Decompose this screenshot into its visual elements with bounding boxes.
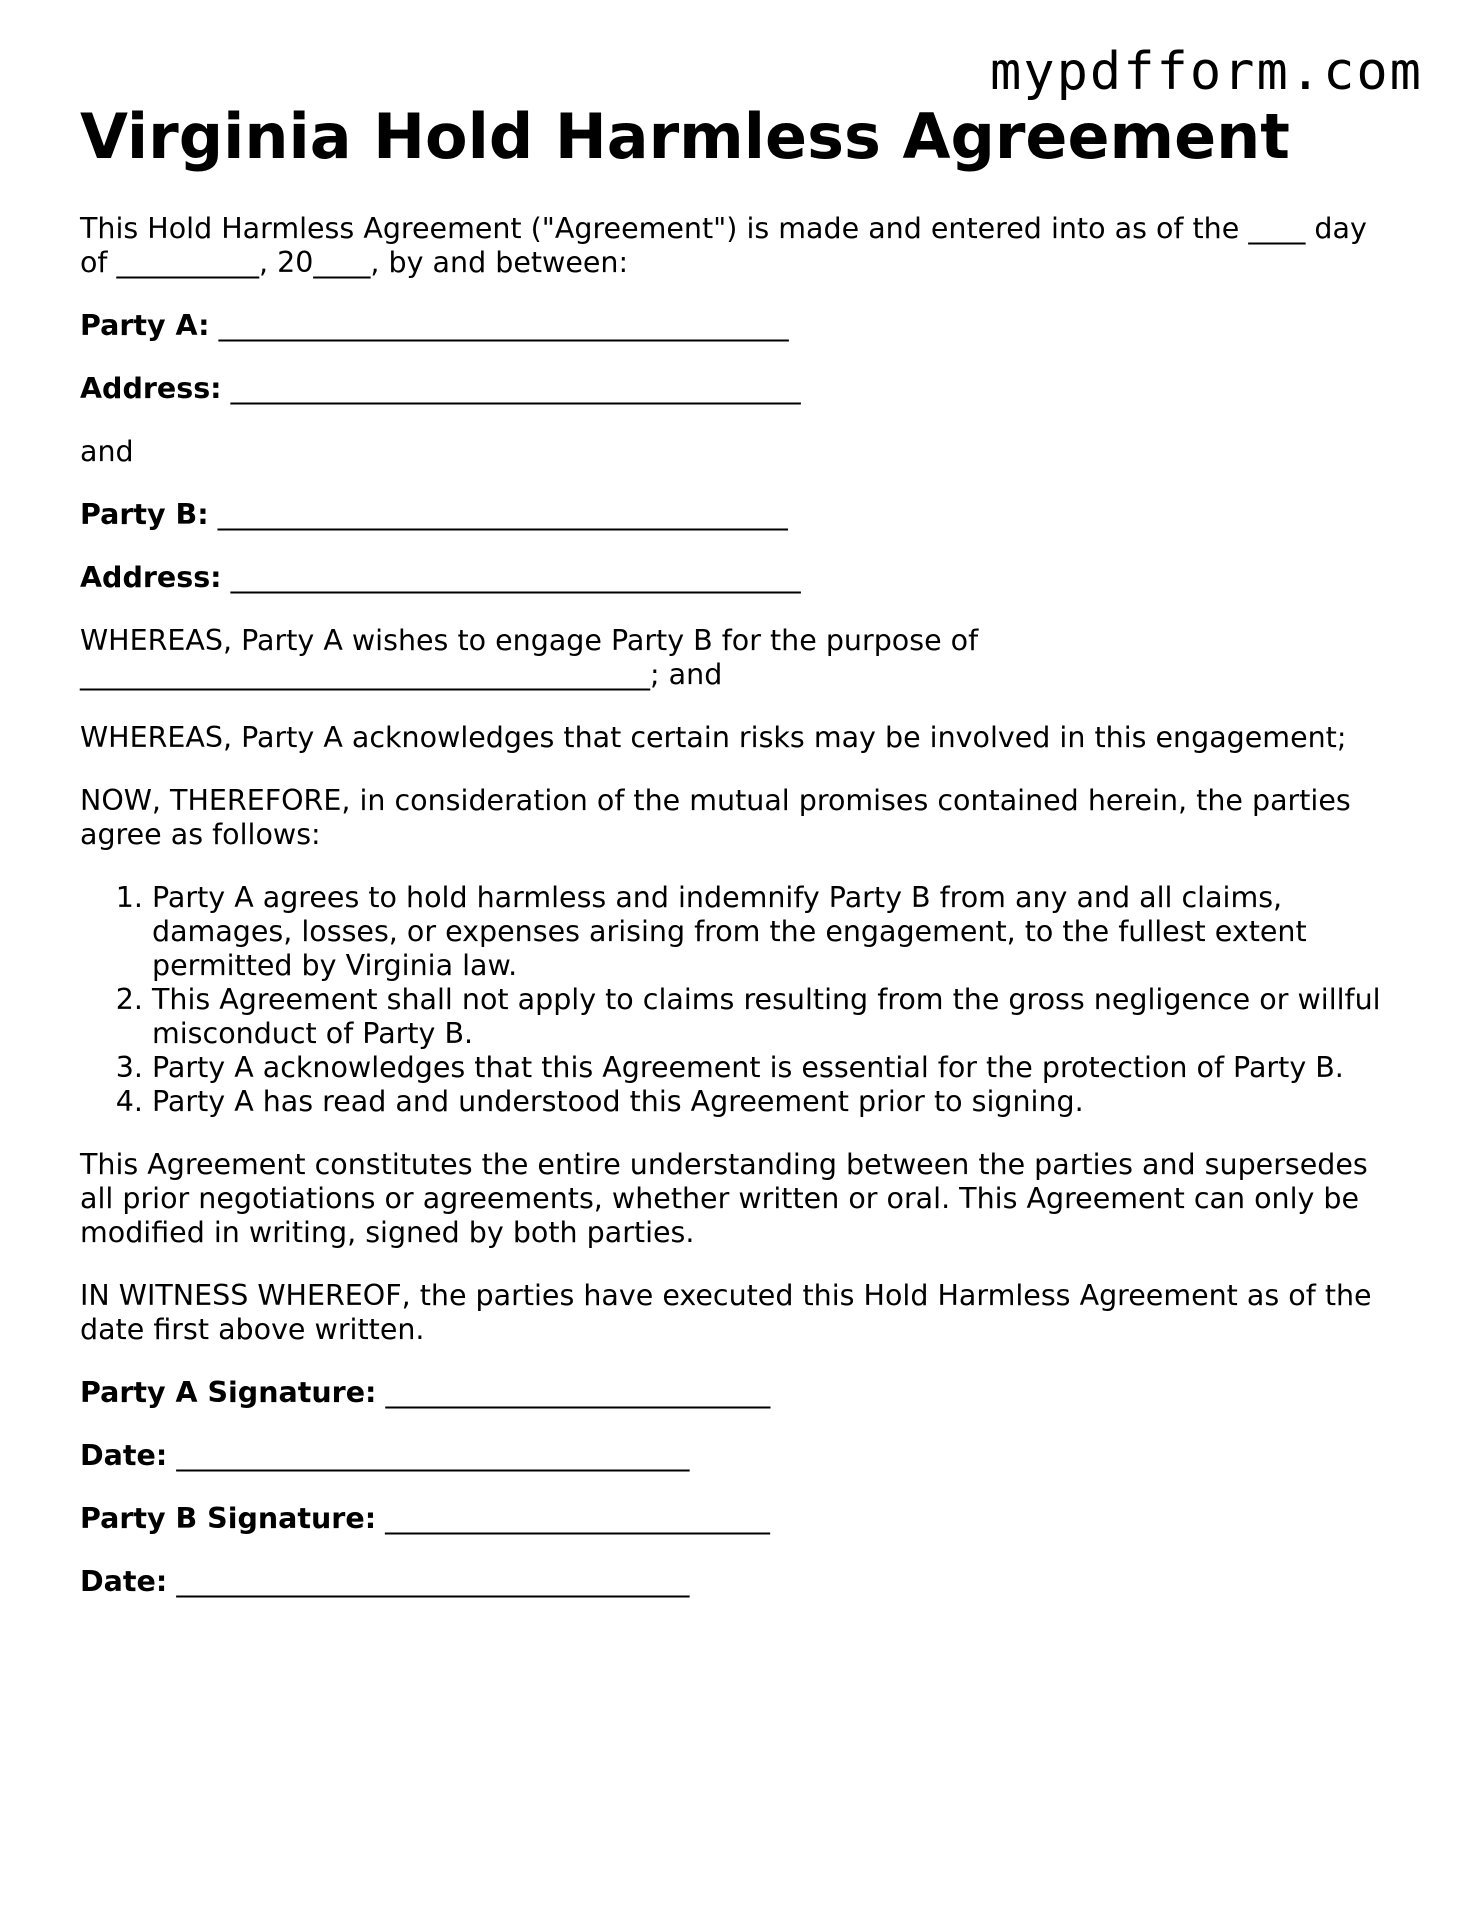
party-b-blank[interactable]: ________________________________________ <box>217 498 788 532</box>
whereas-risks-paragraph: WHEREAS, Party A acknowledges that certain risks may be involved in this engagement; <box>80 721 1347 755</box>
witness-paragraph: IN WITNESS WHEREOF, the parties have executed this Hold Harmless Agreement as of the date first above written. <box>80 1279 1372 1347</box>
party-a-address-field <box>80 372 1393 406</box>
party-b-date-blank[interactable]: ____________________________________ <box>176 1565 690 1599</box>
intro-paragraph: This Hold Harmless Agreement ("Agreement") is made and entered into as of the ____ day of __________, 20____, by and between: <box>80 212 1367 280</box>
party-b-address-blank[interactable]: ________________________________________ <box>230 561 801 595</box>
party-b-date-label: Date: <box>80 1565 168 1599</box>
party-a-date-blank[interactable]: ____________________________________ <box>176 1439 690 1473</box>
clause-item: 3. Party A acknowledges that this Agreement is essential for the protection of Party B. <box>152 1051 1393 1085</box>
document-content <box>80 100 1393 1599</box>
party-a-address-label: Address: <box>80 372 222 406</box>
party-a-signature-field <box>80 1376 1393 1410</box>
party-a-field <box>80 309 1393 343</box>
party-b-signature-field <box>80 1502 1393 1536</box>
party-a-signature-label: Party A Signature: <box>80 1376 377 1410</box>
now-therefore-paragraph: NOW, THEREFORE, in consideration of the mutual promises contained herein, the parties agree as follows: <box>80 784 1351 852</box>
party-b-signature-blank[interactable]: ___________________________ <box>385 1502 770 1536</box>
document-title: Virginia Hold Harmless Agreement <box>80 100 1290 173</box>
party-b-address-label: Address: <box>80 561 222 595</box>
party-b-date-field <box>80 1565 1393 1599</box>
clause-item: 1. Party A agrees to hold harmless and indemnify Party B from any and all claims, damages, losses, or expenses arising from the engagement, to the fullest extent permitted by Virginia law. <box>152 881 1393 983</box>
clause-item: 2. This Agreement shall not apply to claims resulting from the gross negligence or willful misconduct of Party B. <box>152 983 1393 1051</box>
party-a-date-field <box>80 1439 1393 1473</box>
party-b-address-field <box>80 561 1393 595</box>
party-a-date-label: Date: <box>80 1439 168 1473</box>
watermark: mypdfform.com <box>990 42 1423 102</box>
clauses-list <box>80 881 1393 1119</box>
clause-item: 4. Party A has read and understood this Agreement prior to signing. <box>152 1085 1393 1119</box>
party-a-signature-blank[interactable]: ___________________________ <box>385 1376 771 1410</box>
party-b-field <box>80 498 1393 532</box>
entire-agreement-paragraph: This Agreement constitutes the entire understanding between the parties and supersedes all prior negotiations or agreements, whether written or oral. This Agreement can only be modified in writing, signed by both parties. <box>80 1148 1368 1250</box>
party-b-signature-label: Party B Signature: <box>80 1502 377 1536</box>
party-a-blank[interactable]: ________________________________________ <box>218 309 789 343</box>
party-a-address-blank[interactable]: ________________________________________ <box>230 372 801 406</box>
whereas-purpose-paragraph: WHEREAS, Party A wishes to engage Party B for the purpose of ________________________________________; and <box>80 624 979 692</box>
and-text: and <box>80 435 134 469</box>
party-a-label: Party A: <box>80 309 210 343</box>
party-b-label: Party B: <box>80 498 209 532</box>
